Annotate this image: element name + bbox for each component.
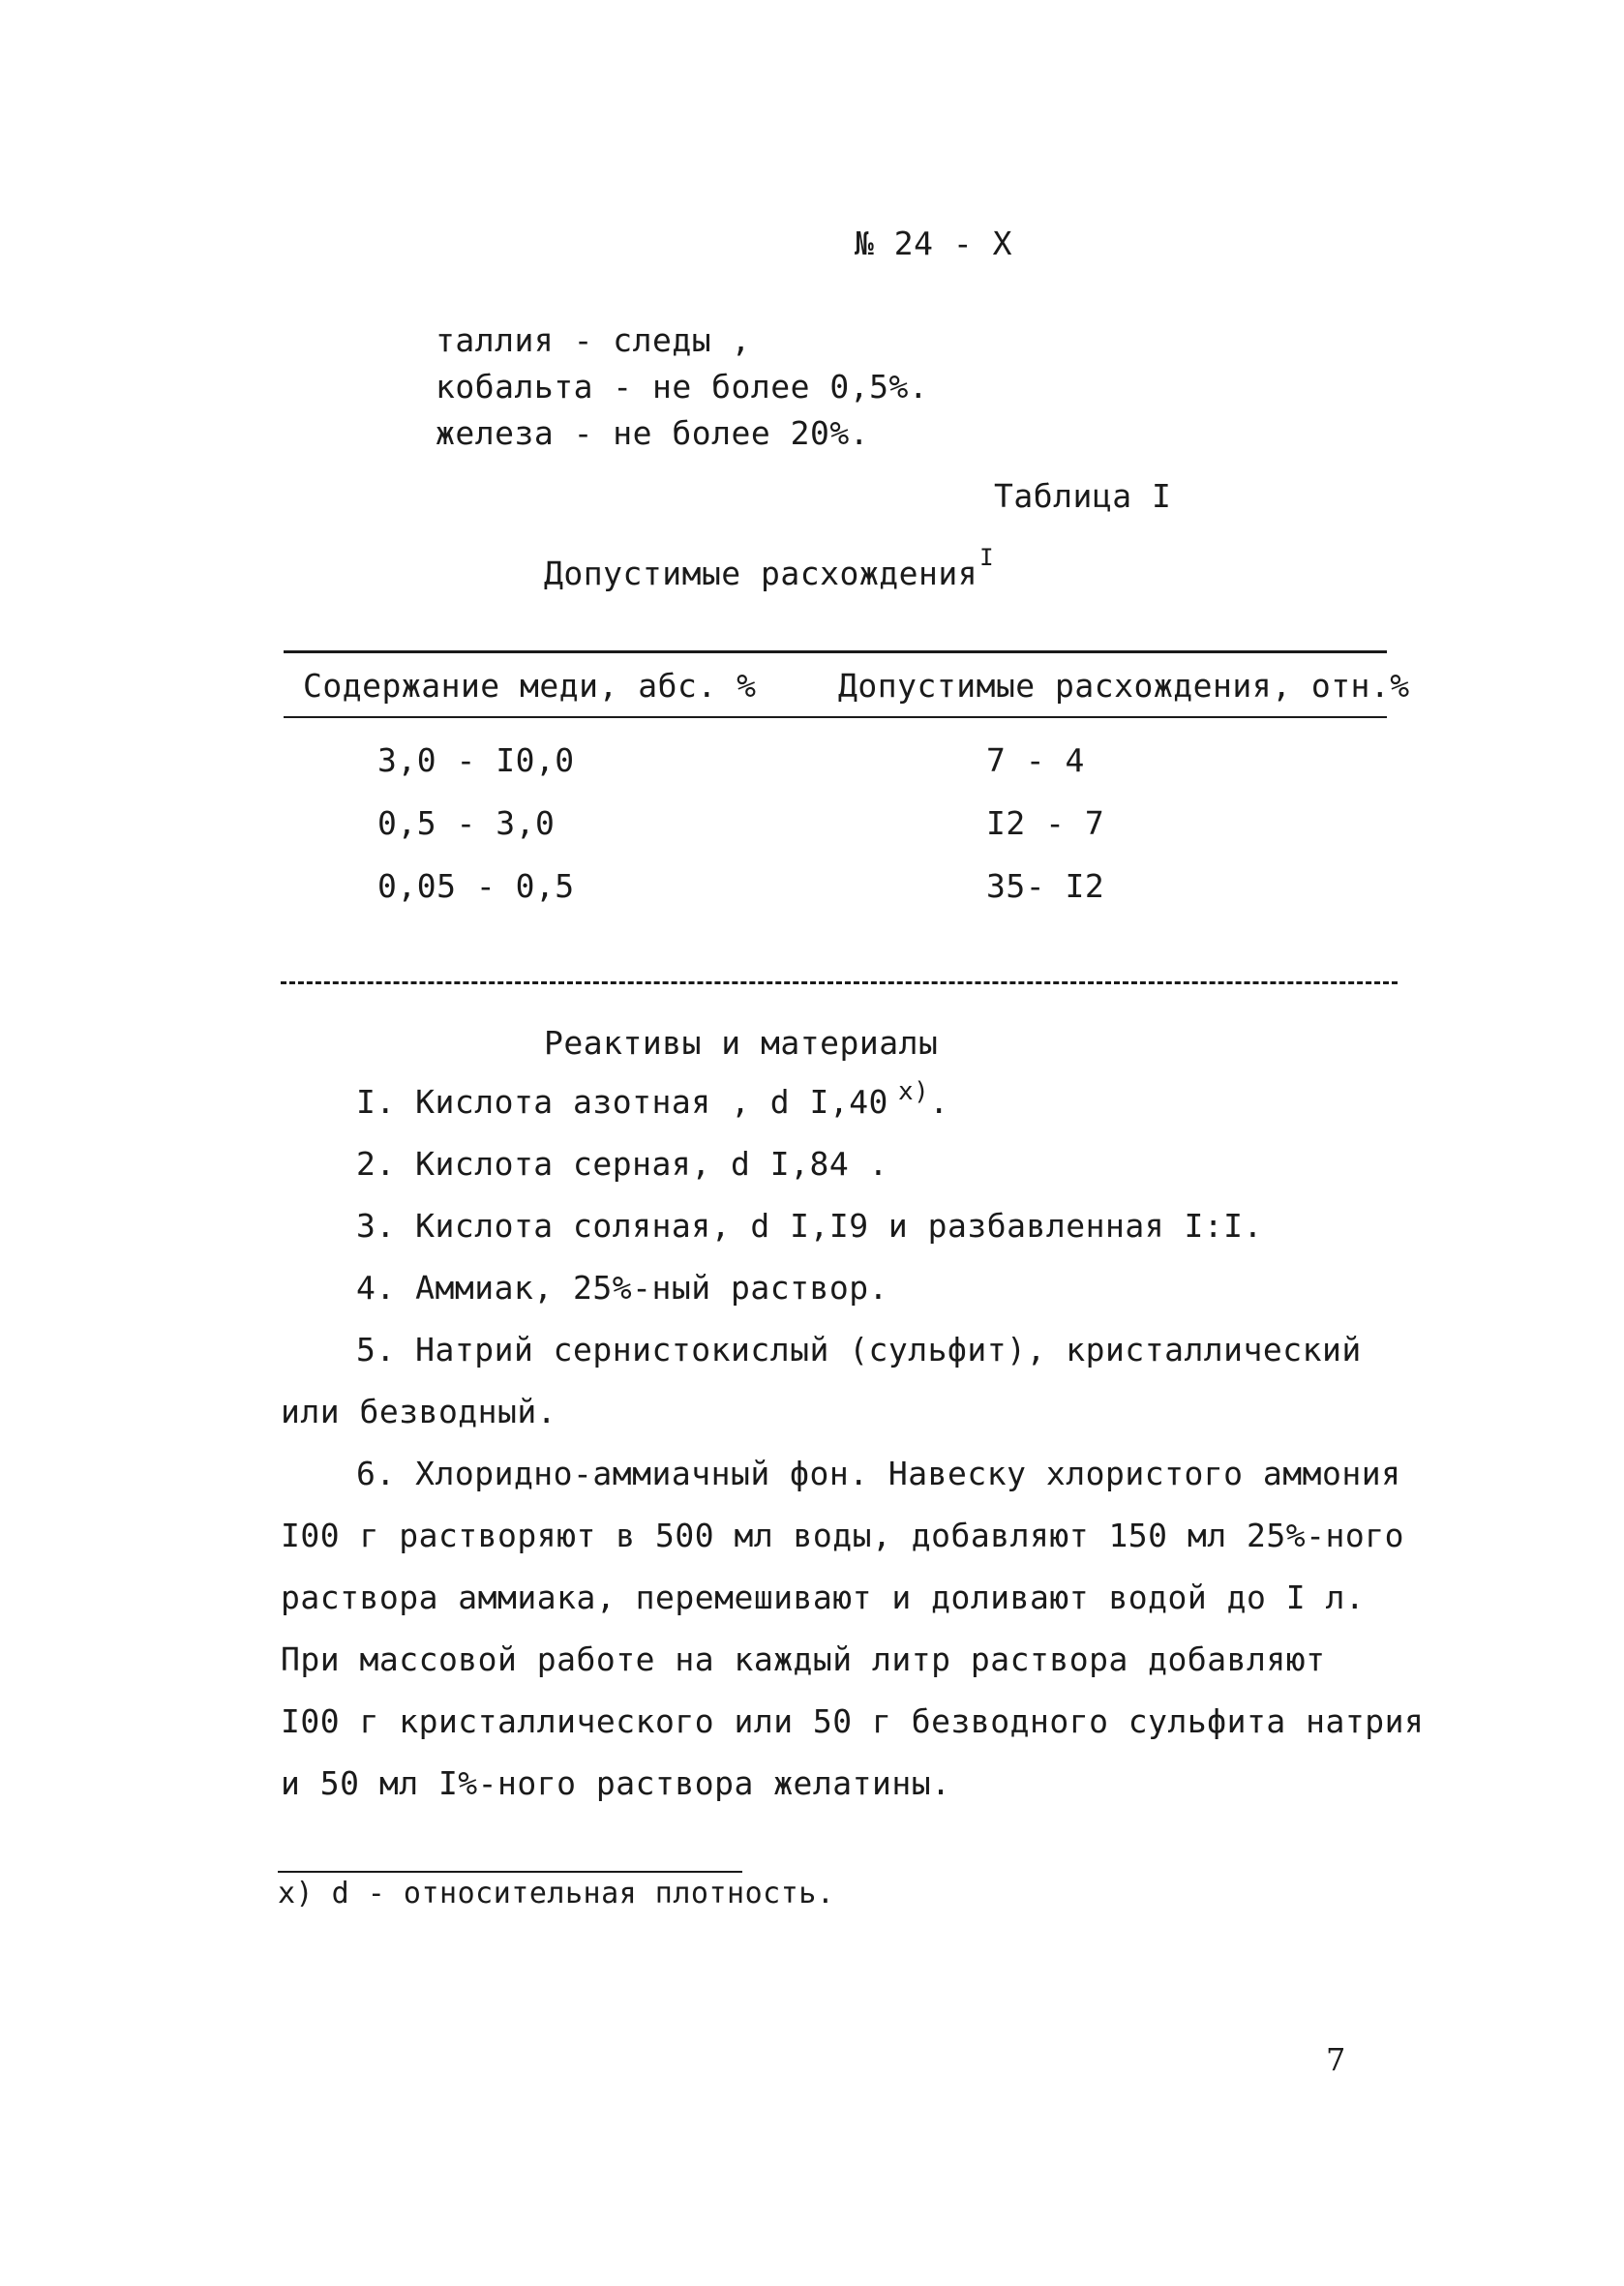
reagent-item-5: 5. Натрий сернистокислый (сульфит), кристаллический [356, 1331, 1362, 1369]
table-cell-tolerance: 35- I2 [986, 867, 1105, 905]
table-cell-content: 0,05 - 0,5 [377, 867, 575, 905]
table-title [544, 544, 995, 596]
page-number: 7 [1326, 2041, 1346, 2078]
reagent-item-6-continuation: I00 г кристаллического или 50 г безводного сульфита натрия [281, 1702, 1425, 1740]
document-number: № 24 - X [855, 225, 1012, 262]
reagents-heading: Реактивы и материалы [544, 1024, 939, 1062]
reagent-item-3: 3. Кислота соляная, d I,I9 и разбавленная I:I. [356, 1207, 1263, 1245]
table-bottom-rule [281, 981, 1398, 984]
reagent-item-6-continuation: При массовой работе на каждый литр раствора добавляют [281, 1640, 1326, 1678]
table-header-tolerance: Допустимые расхождения, отн.% [838, 667, 1410, 705]
reagent-item-1 [356, 1077, 949, 1125]
reagent-item-4: 4. Аммиак, 25%-ный раствор. [356, 1269, 888, 1307]
table-cell-content: 3,0 - I0,0 [377, 741, 575, 779]
table-cell-content: 0,5 - 3,0 [377, 804, 556, 842]
table-header-rule [284, 716, 1387, 718]
intro-line: таллия - следы , [436, 321, 751, 359]
table-title-text: Допустимые расхождения [544, 555, 978, 592]
reagent-item-1-superscript: x) [897, 1077, 930, 1106]
table-cell-tolerance: I2 - 7 [986, 804, 1105, 842]
table-top-rule [284, 650, 1387, 653]
table-header-copper-content: Содержание меди, абс. % [303, 667, 757, 705]
intro-line: кобальта - не более 0,5%. [436, 368, 929, 406]
reagent-item-6-continuation: и 50 мл I%-ного раствора желатины. [281, 1764, 951, 1802]
table-title-superscript: I [979, 544, 995, 571]
reagent-item-1-tail: . [929, 1083, 949, 1121]
reagent-item-5-continuation: или безводный. [281, 1393, 557, 1430]
reagent-item-6: 6. Хлоридно-аммиачный фон. Навеску хлористого аммония [356, 1455, 1401, 1492]
table-cell-tolerance: 7 - 4 [986, 741, 1085, 779]
reagent-item-2: 2. Кислота серная, d I,84 . [356, 1145, 888, 1183]
footnote-rule [278, 1871, 742, 1873]
intro-line: железа - не более 20%. [436, 414, 870, 452]
table-label: Таблица I [994, 477, 1172, 515]
footnote: x) d - относительная плотность. [278, 1877, 835, 1910]
reagent-item-6-continuation: I00 г растворяют в 500 мл воды, добавляют 150 мл 25%-ного [281, 1517, 1404, 1554]
reagent-item-1-text: I. Кислота азотная , d I,40 [356, 1083, 888, 1121]
reagent-item-6-continuation: раствора аммиака, перемешивают и доливают водой до I л. [281, 1579, 1366, 1616]
